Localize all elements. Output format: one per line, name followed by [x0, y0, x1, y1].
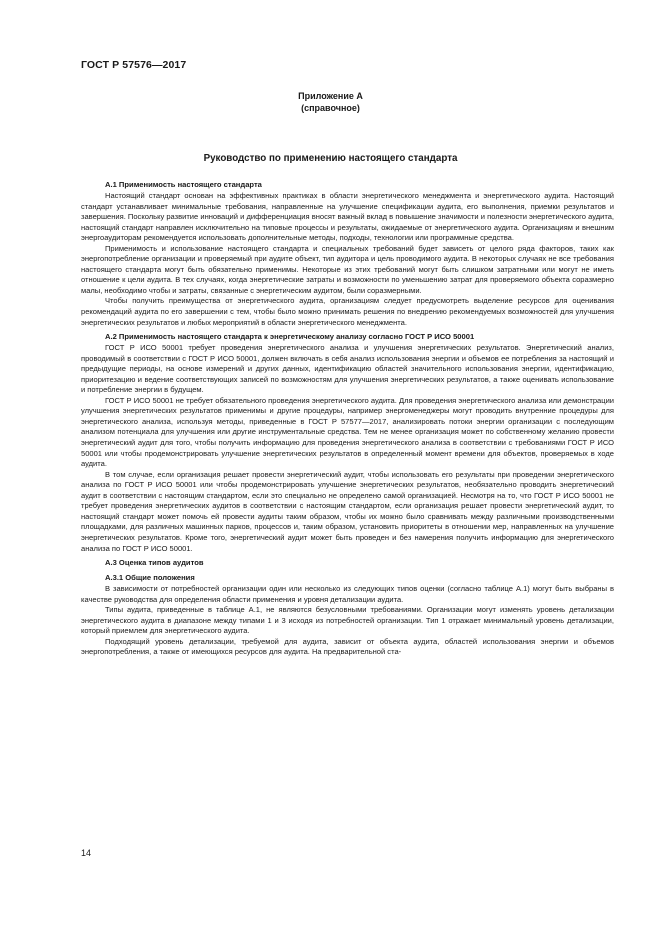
guide-title: Руководство по применению настоящего стандарта	[203, 153, 458, 164]
annex-subtitle: (справочное)	[301, 103, 360, 113]
paragraph: В том случае, если организация решает провести энергетический аудит, чтобы использовать его результаты при проведении энергетического анализа по ГОСТ Р ИСО 50001 или чтобы продемонстрировать улучшение энергетических результатов, необязательно проводить энергетический аудит в соответствии с настоящим стандартом, если это специально не определено самой организацией. Несмотря на то, что ГОСТ Р ИСО 50001 не требует проведения энергетических аудитов в соответствии с настоящим стандартом, если организация решает провести энергетический аудит, то настоящий стандарт может помочь ей провести аудиты таким образом, чтобы их можно было сравнивать между различными производственными площадками, для различных машинных парков, процессов и, таким образом, установить приоритеты в отношении мер, направленных на улучшение энергетических результатов. Кроме того, энергетический аудит может быть проведен и без намерения получить информацию для энергетического анализа по ГОСТ Р ИСО 50001.	[81, 469, 614, 553]
section-a2-heading: А.2 Применимость настоящего стандарта к энергетическому анализу согласно ГОСТ Р ИСО 50001	[105, 332, 475, 342]
paragraph: Подходящий уровень детализации, требуемой для аудита, зависит от объекта аудита, областей использования энергии и объемов энергопотребления, а также от имеющихся ресурсов для аудита. На предварительной ста-	[81, 636, 614, 657]
annex-heading	[0, 90, 661, 114]
paragraph: ГОСТ Р ИСО 50001 не требует обязательного проведения энергетического аудита. Для проведения энергетического анализа или демонстрации улучшения энергетических результатов применимы и другие процедуры, например энергоменеджеры могут проводить внутренние процедуры для энергетического анализа, используя методы, приведенные в ГОСТ Р 57577—2017, анализировать потоки энергии организации с последующим анализом потенциала для улучшения или другие инструментальные средства. Тем не менее организация может по собственному желанию провести энергетический аудит для того, чтобы получить информацию для проведения энергетического анализа в соответствии с требованиями ГОСТ Р ИСО 50001 или чтобы продемонстрировать улучшение энергетических результатов в определенный момент времени для объектов, проверяемых в ходе аудита.	[81, 395, 614, 469]
paragraph: Типы аудита, приведенные в таблице А.1, не являются безусловными требованиями. Организации могут изменять уровень детализации энергетического аудита в диапазоне между типами 1 и 3 исходя из потребностей организации. Тип 1 отражает минимальный уровень детализации, который приемлем для энергетического аудита.	[81, 605, 614, 636]
paragraph: Применимость и использование настоящего стандарта и специальных требований будет зависеть от целого ряда факторов, таких как энергопотребление организации и проверяемый при аудите объект, тип аудитора и цель проводимого аудита. В некоторых случаях не все требования настоящего стандарта могут быть обязательно применимы. Некоторые из этих требований могут быть слишком затратными или могут не иметь отношение к цели аудита. В тех случаях, когда энергетические затраты и возможности по уменьшению затрат для проверяемого объекта соразмерно малы, необходимо чтобы и затраты, связанные с энергетическим аудитом, были соразмерными.	[81, 243, 614, 295]
section-a3-heading: А.3 Оценка типов аудитов	[105, 558, 204, 568]
document-body	[81, 178, 614, 658]
paragraph: Настоящий стандарт основан на эффективных практиках в области энергетического менеджмента и энергетического аудита. Настоящий стандарт устанавливает минимальные требования, направленные на улучшение спецификации аудита, его выполнения, приемки результатов и завершения. Поскольку развитие инноваций и дифференциация вносят важный вклад в повышение значимости и полезности энергетического аудита, настоящий стандарт направлен исключительно на типовые процессы и результаты, ожидаемые от энергетического аудита. Организациям и внешним энергоаудиторам рекомендуется использовать дополнительные методы, подходы, технологии или программные средства.	[81, 191, 614, 243]
section-a1-heading: А.1 Применимость настоящего стандарта	[105, 180, 262, 189]
page-number: 14	[81, 848, 92, 858]
document-header: ГОСТ Р 57576—2017	[81, 59, 187, 71]
section-a31-heading: А.3.1 Общие положения	[105, 573, 195, 583]
paragraph: ГОСТ Р ИСО 50001 требует проведения энергетического анализа и улучшения энергетических результатов. Энергетический анализ, проводимый в соответствии с ГОСТ Р ИСО 50001, должен включать в себя анализ использования энергии и объемов ее потребления за настоящий и предыдущие периоды, на основе измерений и других данных, идентификацию областей значительного использования энергии, идентификацию, приоритезацию и ведение соответствующих записей по возможностям для улучшения энергетических результатов, а также оценивать использование и потребление энергии в будущем.	[81, 343, 614, 395]
paragraph: Чтобы получить преимущества от энергетического аудита, организациям следует предусмотреть выделение ресурсов для оценивания рекомендаций аудита по его завершении с тем, чтобы было можно принимать решения по внедрению рекомендуемых возможностей для улучшения энергетических результатов и любых мероприятий в области энергетического менеджмента.	[81, 296, 614, 327]
paragraph: В зависимости от потребностей организации один или несколько из следующих типов оценки (согласно таблице А.1) могут быть выбраны в качестве руководства для определения области применения и уровня детализации аудита.	[81, 584, 614, 604]
annex-title: Приложение А	[298, 91, 363, 101]
